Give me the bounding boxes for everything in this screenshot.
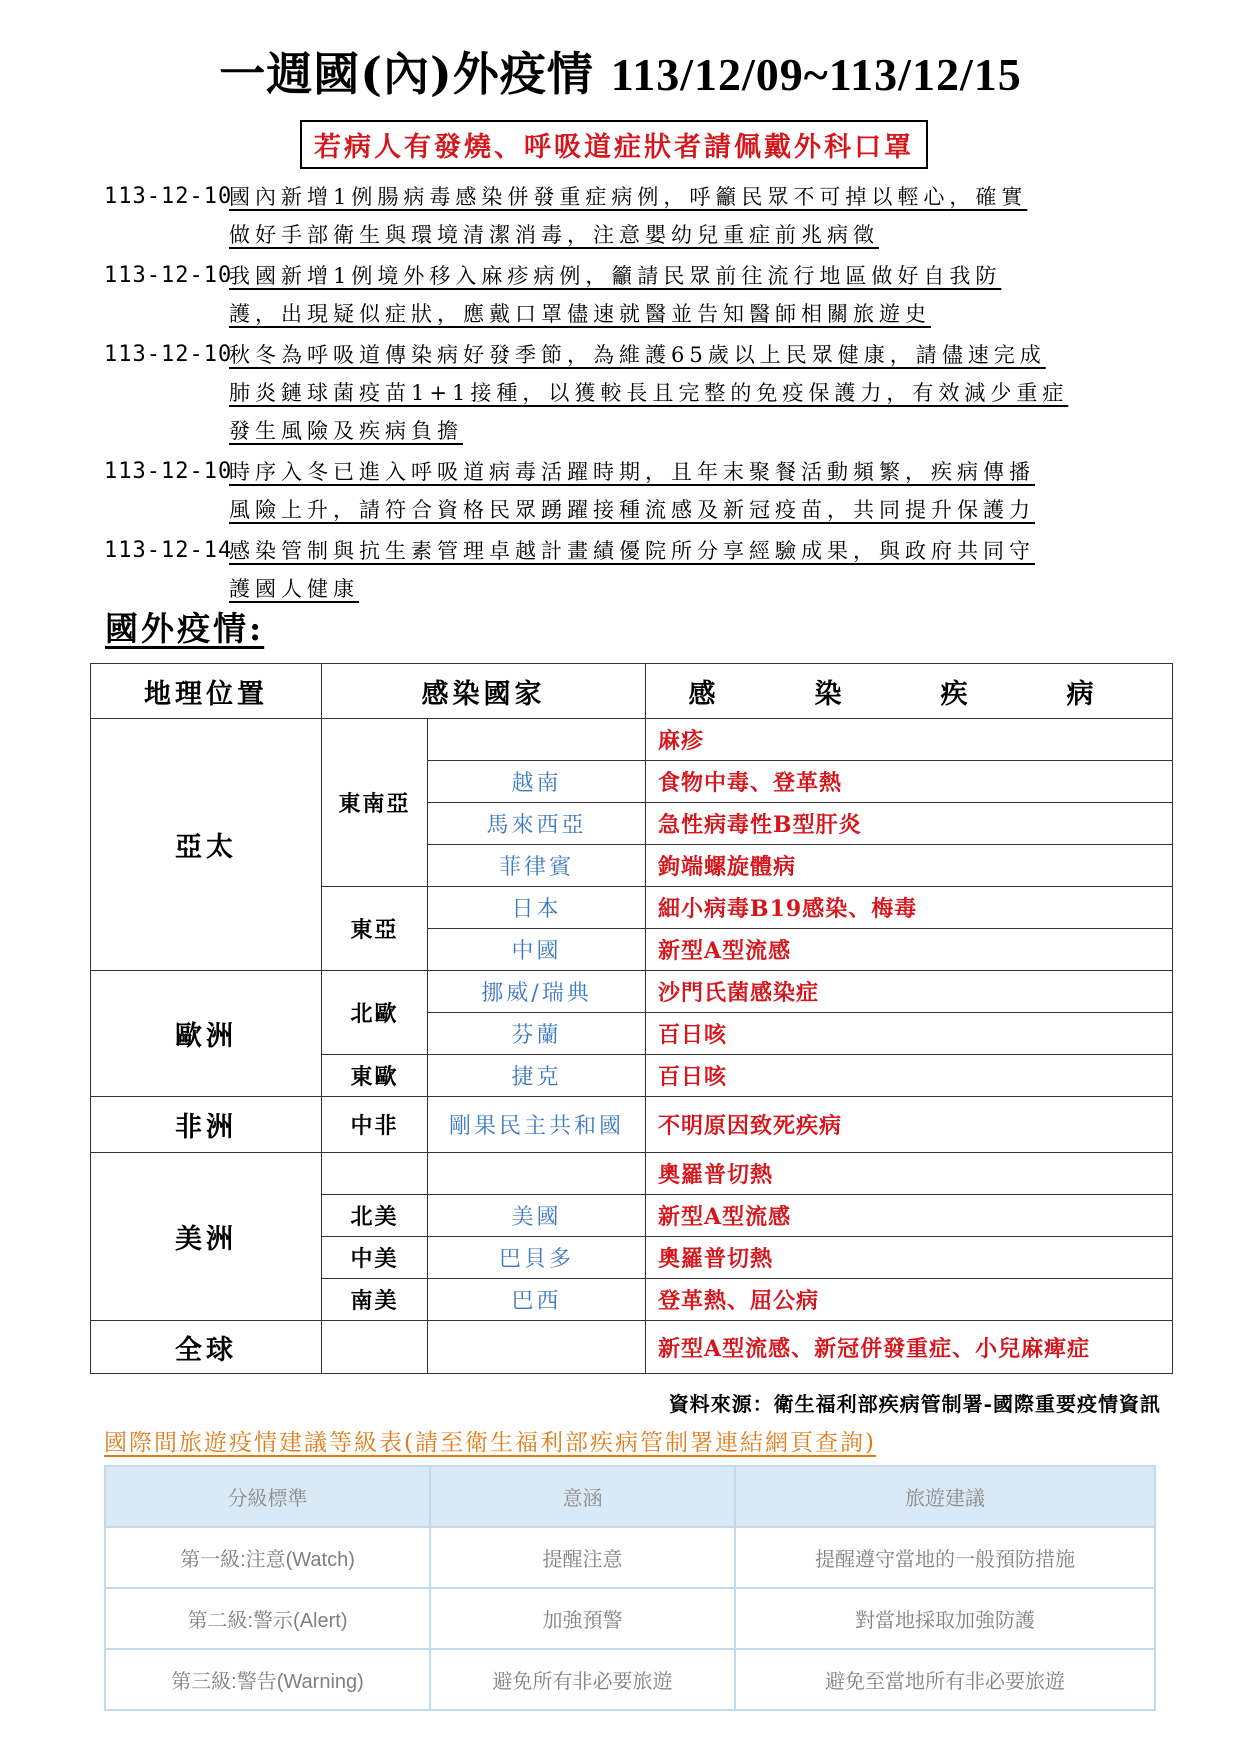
disease-cell: 奧羅普切熱 xyxy=(646,1153,1173,1195)
table-row xyxy=(105,1588,1155,1649)
region-cell: 非洲 xyxy=(91,1097,322,1153)
news-text-line: 秋冬為呼吸道傳染病好發季節，為維護65歲以上民眾健康，請儘速完成 xyxy=(229,343,1046,367)
region-cell: 亞太 xyxy=(91,719,322,971)
header-meaning: 意涵 xyxy=(430,1466,735,1527)
news-text-line: 肺炎鏈球菌疫苗1+1接種，以獲較長且完整的免疫保護力，有效減少重症 xyxy=(229,381,1069,405)
news-text-line: 時序入冬已進入呼吸道病毒活躍時期，且年末聚餐活動頻繁，疾病傳播 xyxy=(229,460,1035,484)
header-disease: 感 染 疾 病 xyxy=(646,664,1173,719)
country-cell: 剛果民主共和國 xyxy=(428,1097,646,1153)
epidemic-table xyxy=(90,663,1173,1374)
subregion-cell: 中非 xyxy=(322,1097,428,1153)
meaning-cell: 加強預警 xyxy=(430,1588,735,1649)
disease-cell: 麻疹 xyxy=(646,719,1173,761)
country-cell xyxy=(428,1153,646,1195)
subregion-cell: 東歐 xyxy=(322,1055,428,1097)
news-item xyxy=(104,336,1164,450)
section-title: 國外疫情: xyxy=(105,609,265,648)
disease-cell: 新型A型流感 xyxy=(646,1195,1173,1237)
advice-cell: 避免至當地所有非必要旅遊 xyxy=(735,1649,1155,1710)
news-text-line: 發生風險及疾病負擔 xyxy=(229,419,463,443)
news-date: 113-12-10 xyxy=(104,459,233,484)
title-text: 一週國(內)外疫情 xyxy=(219,47,594,101)
header-country: 感染國家 xyxy=(322,664,646,719)
country-cell xyxy=(428,719,646,761)
news-item xyxy=(104,453,1164,529)
level-cell: 第三級:警告(Warning) xyxy=(105,1649,430,1710)
epidemic-table-header xyxy=(91,664,1173,719)
subregion-cell: 東南亞 xyxy=(322,719,428,887)
data-source-note: 資料來源：衛生福利部疾病管制署-國際重要疫情資訊 xyxy=(668,1392,1161,1416)
disease-cell: 鉤端螺旋體病 xyxy=(646,845,1173,887)
table-row xyxy=(91,1097,1173,1153)
news-item xyxy=(104,532,1164,608)
country-cell: 中國 xyxy=(428,929,646,971)
mask-warning-banner: 若病人有發燒、呼吸道症狀者請佩戴外科口罩 xyxy=(300,120,928,169)
subregion-cell-empty xyxy=(322,1321,428,1374)
subregion-cell: 北美 xyxy=(322,1195,428,1237)
news-text-line: 我國新增1例境外移入麻疹病例，籲請民眾前往流行地區做好自我防 xyxy=(229,264,1002,288)
country-cell: 挪威/瑞典 xyxy=(428,971,646,1013)
country-cell: 芬蘭 xyxy=(428,1013,646,1055)
disease-cell: 急性病毒性B型肝炎 xyxy=(646,803,1173,845)
disease-cell: 沙門氏菌感染症 xyxy=(646,971,1173,1013)
page-title xyxy=(0,38,1241,104)
meaning-cell: 提醒注意 xyxy=(430,1527,735,1588)
travel-advisory-table xyxy=(104,1465,1156,1711)
travel-table-header xyxy=(105,1466,1155,1527)
disease-cell: 登革熱、屈公病 xyxy=(646,1279,1173,1321)
country-cell xyxy=(428,1321,646,1374)
news-text-line: 國內新增1例腸病毒感染併發重症病例，呼籲民眾不可掉以輕心，確實 xyxy=(229,185,1028,209)
news-item xyxy=(104,257,1164,333)
country-cell: 馬來西亞 xyxy=(428,803,646,845)
country-cell: 巴西 xyxy=(428,1279,646,1321)
news-text-line: 感染管制與抗生素管理卓越計畫績優院所分享經驗成果，與政府共同守 xyxy=(229,539,1035,563)
country-cell: 菲律賓 xyxy=(428,845,646,887)
disease-cell: 百日咳 xyxy=(646,1055,1173,1097)
table-row xyxy=(91,971,1173,1013)
country-cell: 越南 xyxy=(428,761,646,803)
region-cell: 全球 xyxy=(91,1321,322,1374)
news-date: 113-12-10 xyxy=(104,184,233,209)
table-row xyxy=(105,1649,1155,1710)
travel-advisory-link[interactable]: 國際間旅遊疫情建議等級表(請至衛生福利部疾病管制署連結網頁查詢) xyxy=(104,1430,876,1456)
news-date: 113-12-10 xyxy=(104,263,233,288)
meaning-cell: 避免所有非必要旅遊 xyxy=(430,1649,735,1710)
table-row xyxy=(91,1321,1173,1374)
table-row xyxy=(105,1527,1155,1588)
advice-cell: 對當地採取加強防護 xyxy=(735,1588,1155,1649)
disease-cell: 細小病毒B19感染、梅毒 xyxy=(646,887,1173,929)
news-text-line: 做好手部衛生與環境清潔消毒，注意嬰幼兒重症前兆病徵 xyxy=(229,223,879,247)
country-cell: 日本 xyxy=(428,887,646,929)
disease-cell: 百日咳 xyxy=(646,1013,1173,1055)
news-text-line: 護，出現疑似症狀，應戴口罩儘速就醫並告知醫師相關旅遊史 xyxy=(229,302,931,326)
region-cell: 歐洲 xyxy=(91,971,322,1097)
header-advice: 旅遊建議 xyxy=(735,1466,1155,1527)
subregion-cell: 中美 xyxy=(322,1237,428,1279)
subregion-cell-empty xyxy=(322,1153,428,1195)
disease-cell: 新型A型流感 xyxy=(646,929,1173,971)
news-date: 113-12-10 xyxy=(104,342,233,367)
table-row xyxy=(91,719,1173,761)
news-text-line: 風險上升，請符合資格民眾踴躍接種流感及新冠疫苗，共同提升保護力 xyxy=(229,498,1035,522)
disease-cell: 新型A型流感、新冠併發重症、小兒麻痺症 xyxy=(646,1321,1173,1374)
domestic-news-list xyxy=(104,178,1164,611)
country-cell: 巴貝多 xyxy=(428,1237,646,1279)
news-text-line: 護國人健康 xyxy=(229,577,359,601)
country-cell: 美國 xyxy=(428,1195,646,1237)
advice-cell: 提醒遵守當地的一般預防措施 xyxy=(735,1527,1155,1588)
header-level: 分級標準 xyxy=(105,1466,430,1527)
title-dates: 113/12/09~113/12/15 xyxy=(610,49,1022,100)
country-cell: 捷克 xyxy=(428,1055,646,1097)
news-date: 113-12-14 xyxy=(104,538,233,563)
region-cell: 美洲 xyxy=(91,1153,322,1321)
news-item xyxy=(104,178,1164,254)
table-row xyxy=(91,1153,1173,1195)
level-cell: 第二級:警示(Alert) xyxy=(105,1588,430,1649)
subregion-cell: 東亞 xyxy=(322,887,428,971)
header-location: 地理位置 xyxy=(91,664,322,719)
subregion-cell: 南美 xyxy=(322,1279,428,1321)
disease-cell: 不明原因致死疾病 xyxy=(646,1097,1173,1153)
level-cell: 第一級:注意(Watch) xyxy=(105,1527,430,1588)
disease-cell: 食物中毒、登革熱 xyxy=(646,761,1173,803)
disease-cell: 奧羅普切熱 xyxy=(646,1237,1173,1279)
subregion-cell: 北歐 xyxy=(322,971,428,1055)
